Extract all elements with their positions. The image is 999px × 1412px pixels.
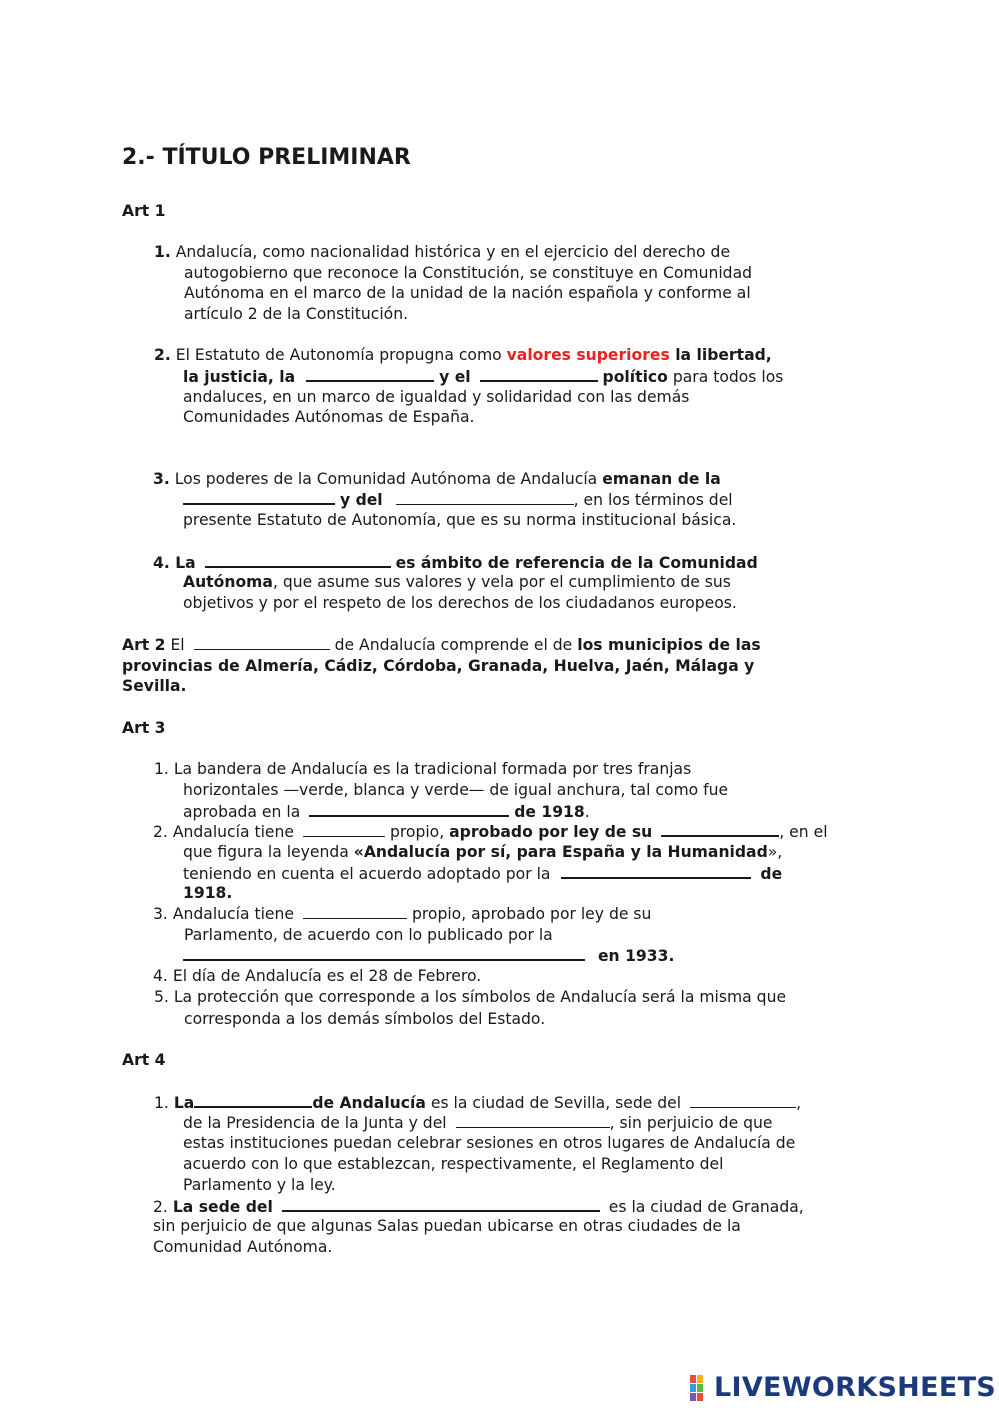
blank-field[interactable] — [306, 366, 434, 382]
art1-p4-line3: objetivos y por el respeto de los derechos de los ciudadanos europeos. — [183, 594, 737, 612]
art4-i2-line3: Comunidad Autónoma. — [153, 1238, 333, 1256]
art3-i3-line1: 3. Andalucía tiene propio, aprobado por ley de su — [153, 905, 652, 923]
art1-p3-line2: y del , en los términos del — [183, 489, 733, 511]
art3-i2-line1: 2. Andalucía tiene propio, aprobado por ley de su , en el — [153, 823, 828, 841]
art3-i2-line3: teniendo en cuenta el acuerdo adoptado por la de — [183, 865, 783, 883]
art1-p4-line2: Autónoma, que asume sus valores y vela por el cumplimiento de sus — [183, 573, 731, 591]
art1-p1-line3: Autónoma en el marco de la unidad de la nación española y conforme al — [184, 284, 751, 302]
blank-field[interactable] — [561, 863, 751, 879]
blank-field[interactable] — [183, 945, 585, 961]
art1-p4-line1: 4. La es ámbito de referencia de la Comunidad — [153, 554, 758, 572]
art3-i1-line3: aprobada en la de 1918. — [183, 803, 590, 821]
art4-i1-line5: Parlamento y la ley. — [183, 1176, 336, 1194]
art4-i1-line3: estas instituciones puedan celebrar sesiones en otros lugares de Andalucía de — [183, 1134, 796, 1152]
art2-line3: Sevilla. — [122, 677, 187, 695]
blank-field[interactable] — [661, 821, 779, 837]
art1-p1-line2: autogobierno que reconoce la Constitución, se constituye en Comunidad — [184, 264, 753, 282]
art2-line1: Art 2 El de Andalucía comprende el de los municipios de las — [122, 636, 761, 654]
art3-i2-line4: 1918. — [183, 884, 233, 902]
art3-i5-line2: corresponda a los demás símbolos del Estado. — [184, 1010, 546, 1028]
art3-i1-line2: horizontales —verde, blanca y verde— de igual anchura, tal como fue — [183, 781, 729, 799]
art4-i2-line2: sin perjuicio de que algunas Salas puedan ubicarse en otras ciudades de la — [153, 1217, 741, 1235]
liveworksheets-logo-icon — [690, 1375, 712, 1401]
art3-i2-line2: que figura la leyenda «Andalucía por sí, para España y la Humanidad», — [183, 843, 783, 861]
art1-p2-line1: 2. El Estatuto de Autonomía propugna como valores superiores la libertad, — [154, 346, 772, 364]
blank-field[interactable] — [194, 1092, 312, 1108]
blank-field[interactable] — [303, 822, 385, 837]
art4-i2-line1: 2. La sede del es la ciudad de Granada, — [153, 1198, 804, 1216]
blank-field[interactable] — [194, 635, 330, 650]
art3-i1-line1: 1. La bandera de Andalucía es la tradicional formada por tres franjas — [154, 760, 692, 778]
blank-field[interactable] — [183, 489, 335, 505]
art1-p2-line2: la justicia, la y el político para todos los — [183, 368, 784, 386]
liveworksheets-logo-text: LIVEWORKSHEETS — [714, 1372, 997, 1403]
page-title: 2.- TÍTULO PRELIMINAR — [122, 145, 411, 170]
art3-i3-line2: Parlamento, de acuerdo con lo publicado por la — [184, 926, 553, 944]
blank-field[interactable] — [480, 366, 598, 382]
art4-i1-line1: 1. La de Andalucía es la ciudad de Sevilla, sede del , — [154, 1094, 802, 1112]
blank-field[interactable] — [282, 1196, 600, 1212]
art4-i1-line2: de la Presidencia de la Junta y del , sin perjuicio de que — [183, 1114, 773, 1132]
art3-i3-line3: en 1933. — [183, 945, 674, 967]
art4-i1-line4: acuerdo con lo que establezcan, respectivamente, el Reglamento del — [183, 1155, 724, 1173]
art1-p2-line3: andaluces, en un marco de igualdad y solidaridad con las demás — [183, 388, 690, 406]
art1-p1-line1: 1. Andalucía, como nacionalidad histórica y en el ejercicio del derecho de — [154, 243, 731, 261]
art3-label: Art 3 — [122, 719, 166, 737]
art1-p3-line3: presente Estatuto de Autonomía, que es su norma institucional básica. — [183, 511, 737, 529]
liveworksheets-logo[interactable] — [690, 1372, 996, 1404]
blank-field[interactable] — [690, 1093, 796, 1108]
art1-label: Art 1 — [122, 202, 166, 220]
art1-p1-line4: artículo 2 de la Constitución. — [184, 305, 409, 323]
art3-i5-line1: 5. La protección que corresponde a los símbolos de Andalucía será la misma que — [154, 988, 787, 1006]
blank-field[interactable] — [456, 1113, 610, 1128]
art4-label: Art 4 — [122, 1051, 166, 1069]
art1-p3-line1: 3. Los poderes de la Comunidad Autónoma de Andalucía emanan de la — [153, 470, 721, 488]
art2-line2: provincias de Almería, Cádiz, Córdoba, Granada, Huelva, Jaén, Málaga y — [122, 657, 755, 675]
blank-field[interactable] — [396, 490, 574, 505]
blank-field[interactable] — [309, 801, 509, 817]
blank-field[interactable] — [303, 904, 407, 919]
art3-i4: 4. El día de Andalucía es el 28 de Febrero. — [153, 967, 482, 985]
art1-p2-line4: Comunidades Autónomas de España. — [183, 408, 475, 426]
blank-field[interactable] — [205, 552, 391, 568]
